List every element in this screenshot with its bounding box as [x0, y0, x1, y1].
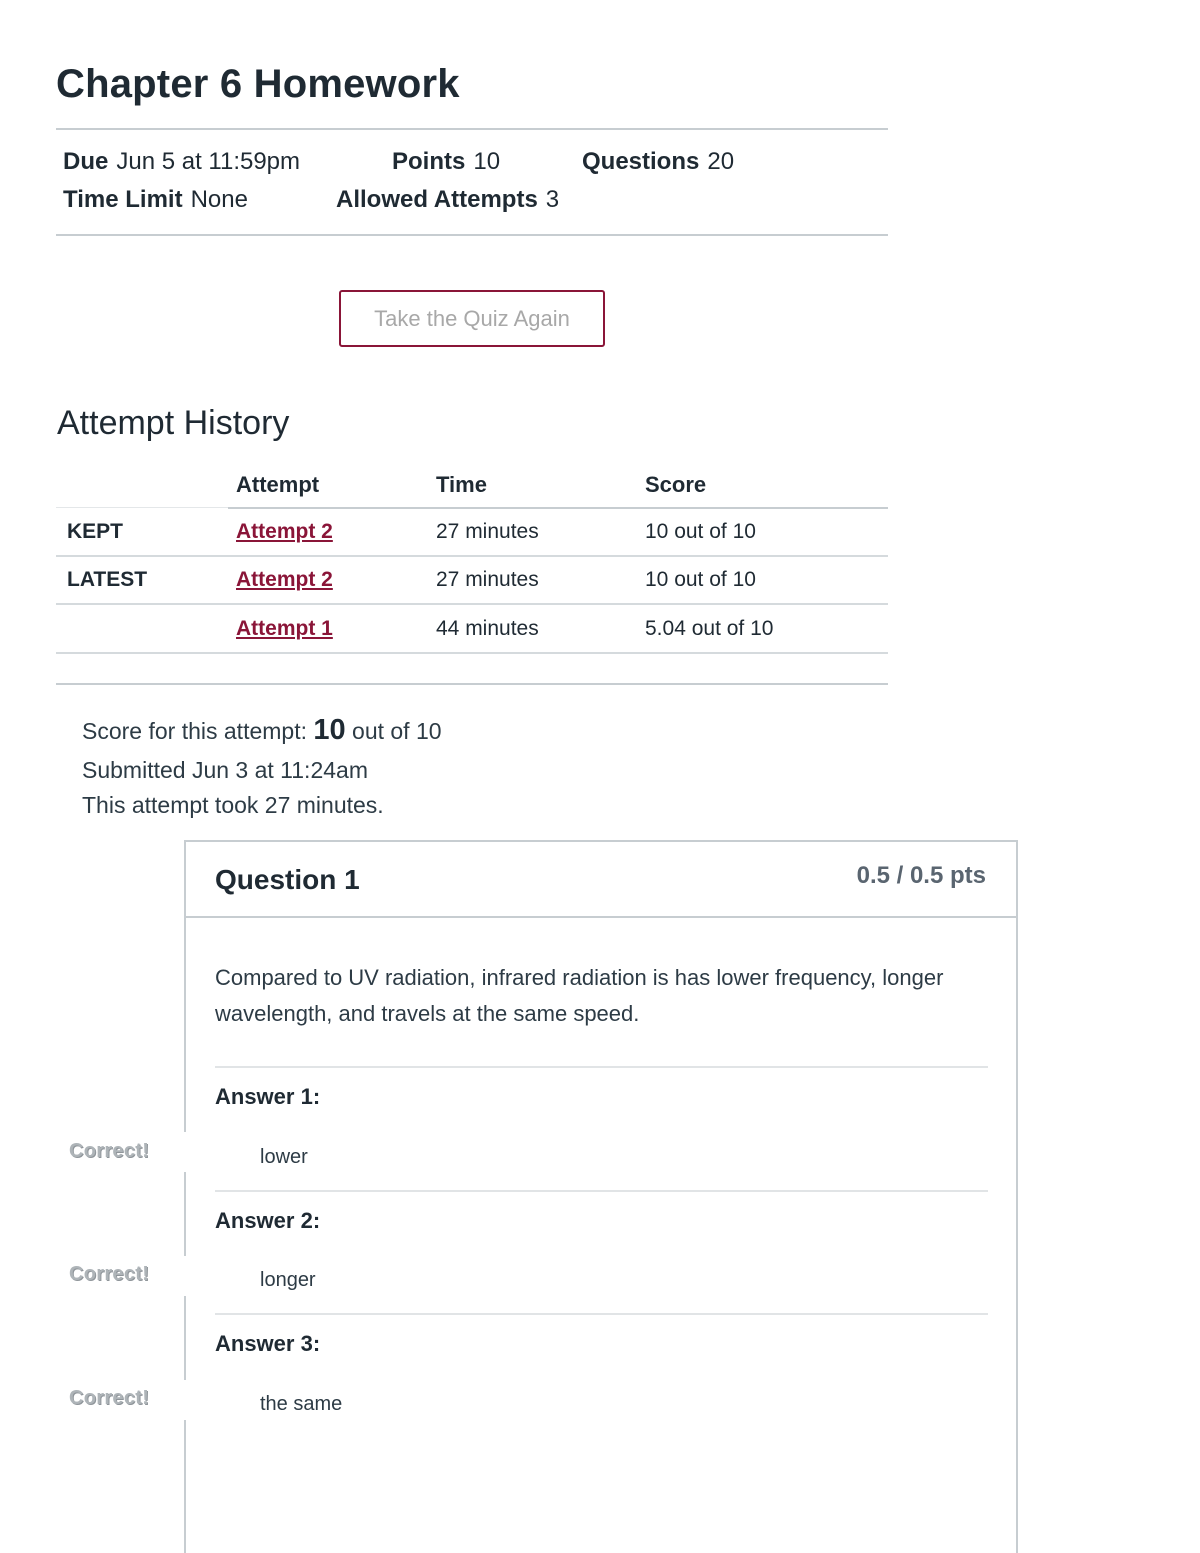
attempt-score: 10 out of 10 [645, 568, 756, 591]
divider [56, 507, 228, 508]
attempt-time: 44 minutes [436, 617, 539, 640]
score-prefix: Score for this attempt: [82, 718, 307, 744]
question-points: 0.5 / 0.5 pts [856, 862, 986, 889]
attempt-score: 10 out of 10 [645, 520, 756, 543]
border-gap [182, 1256, 188, 1296]
divider [56, 234, 888, 236]
attempt-time: 27 minutes [436, 520, 539, 543]
time-limit [63, 186, 248, 214]
page-title: Chapter 6 Homework [56, 62, 460, 106]
submitted-time: Submitted Jun 3 at 11:24am [82, 757, 368, 783]
score-suffix: out of 10 [352, 718, 442, 744]
attempt-history-title: Attempt History [57, 404, 290, 442]
points [392, 148, 500, 176]
correct-answer-flag: Correct! [69, 1263, 150, 1285]
divider [56, 683, 888, 685]
attempts-value: 3 [545, 186, 560, 213]
row-label-latest: LATEST [67, 568, 148, 591]
column-header-score: Score [645, 472, 707, 497]
question-text: Compared to UV radiation, infrared radiation is has lower frequency, longer wavelength, and travels at the same speed. [215, 965, 944, 1026]
attempt-score: 5.04 out of 10 [645, 617, 774, 640]
divider [215, 1066, 988, 1068]
divider [215, 1190, 988, 1192]
attempt-link[interactable] [236, 520, 333, 544]
divider [228, 507, 888, 509]
time-limit-label: Time Limit [63, 186, 183, 213]
take-quiz-again-button[interactable]: Take the Quiz Again [339, 290, 605, 347]
divider [56, 555, 888, 557]
border-gap [182, 1380, 188, 1420]
points-value: 10 [473, 148, 501, 175]
attempt-link[interactable] [236, 568, 333, 592]
correct-answer-flag: Correct! [69, 1140, 150, 1162]
attempt-link-text[interactable]: Attempt 2 [236, 568, 333, 591]
border-gap [182, 1132, 188, 1172]
question-header [186, 842, 1016, 918]
correct-answer-flag: Correct! [69, 1387, 150, 1409]
questions-value: 20 [707, 148, 735, 175]
question-card [184, 840, 1018, 1553]
attempt-duration: This attempt took 27 minutes. [82, 792, 384, 818]
answer-label: Answer 2: [215, 1208, 321, 1233]
row-label-kept: KEPT [67, 520, 124, 543]
time-limit-value: None [190, 186, 248, 213]
answer-value: lower [260, 1146, 308, 1168]
due-date [63, 148, 300, 176]
attempt-score-summary [82, 714, 442, 747]
due-value: Jun 5 at 11:59pm [116, 148, 301, 175]
questions-count [582, 148, 734, 176]
attempt-link-text[interactable]: Attempt 1 [236, 617, 333, 640]
due-label: Due [63, 148, 109, 175]
score-value: 10 [313, 714, 346, 746]
column-header-attempt: Attempt [236, 472, 320, 497]
answer-value: longer [260, 1269, 316, 1291]
allowed-attempts [336, 186, 559, 214]
attempt-time: 27 minutes [436, 568, 539, 591]
answer-label: Answer 3: [215, 1331, 321, 1356]
answer-value: the same [260, 1393, 343, 1415]
attempt-link[interactable] [236, 617, 333, 641]
questions-label: Questions [582, 148, 700, 175]
divider [215, 1313, 988, 1315]
divider [56, 603, 888, 605]
column-header-time: Time [436, 472, 487, 497]
answer-label: Answer 1: [215, 1084, 321, 1109]
divider [56, 652, 888, 654]
divider [56, 128, 888, 130]
question-title: Question 1 [215, 864, 360, 895]
attempt-link-text[interactable]: Attempt 2 [236, 520, 333, 543]
attempts-label: Allowed Attempts [336, 186, 538, 213]
points-label: Points [392, 148, 466, 175]
